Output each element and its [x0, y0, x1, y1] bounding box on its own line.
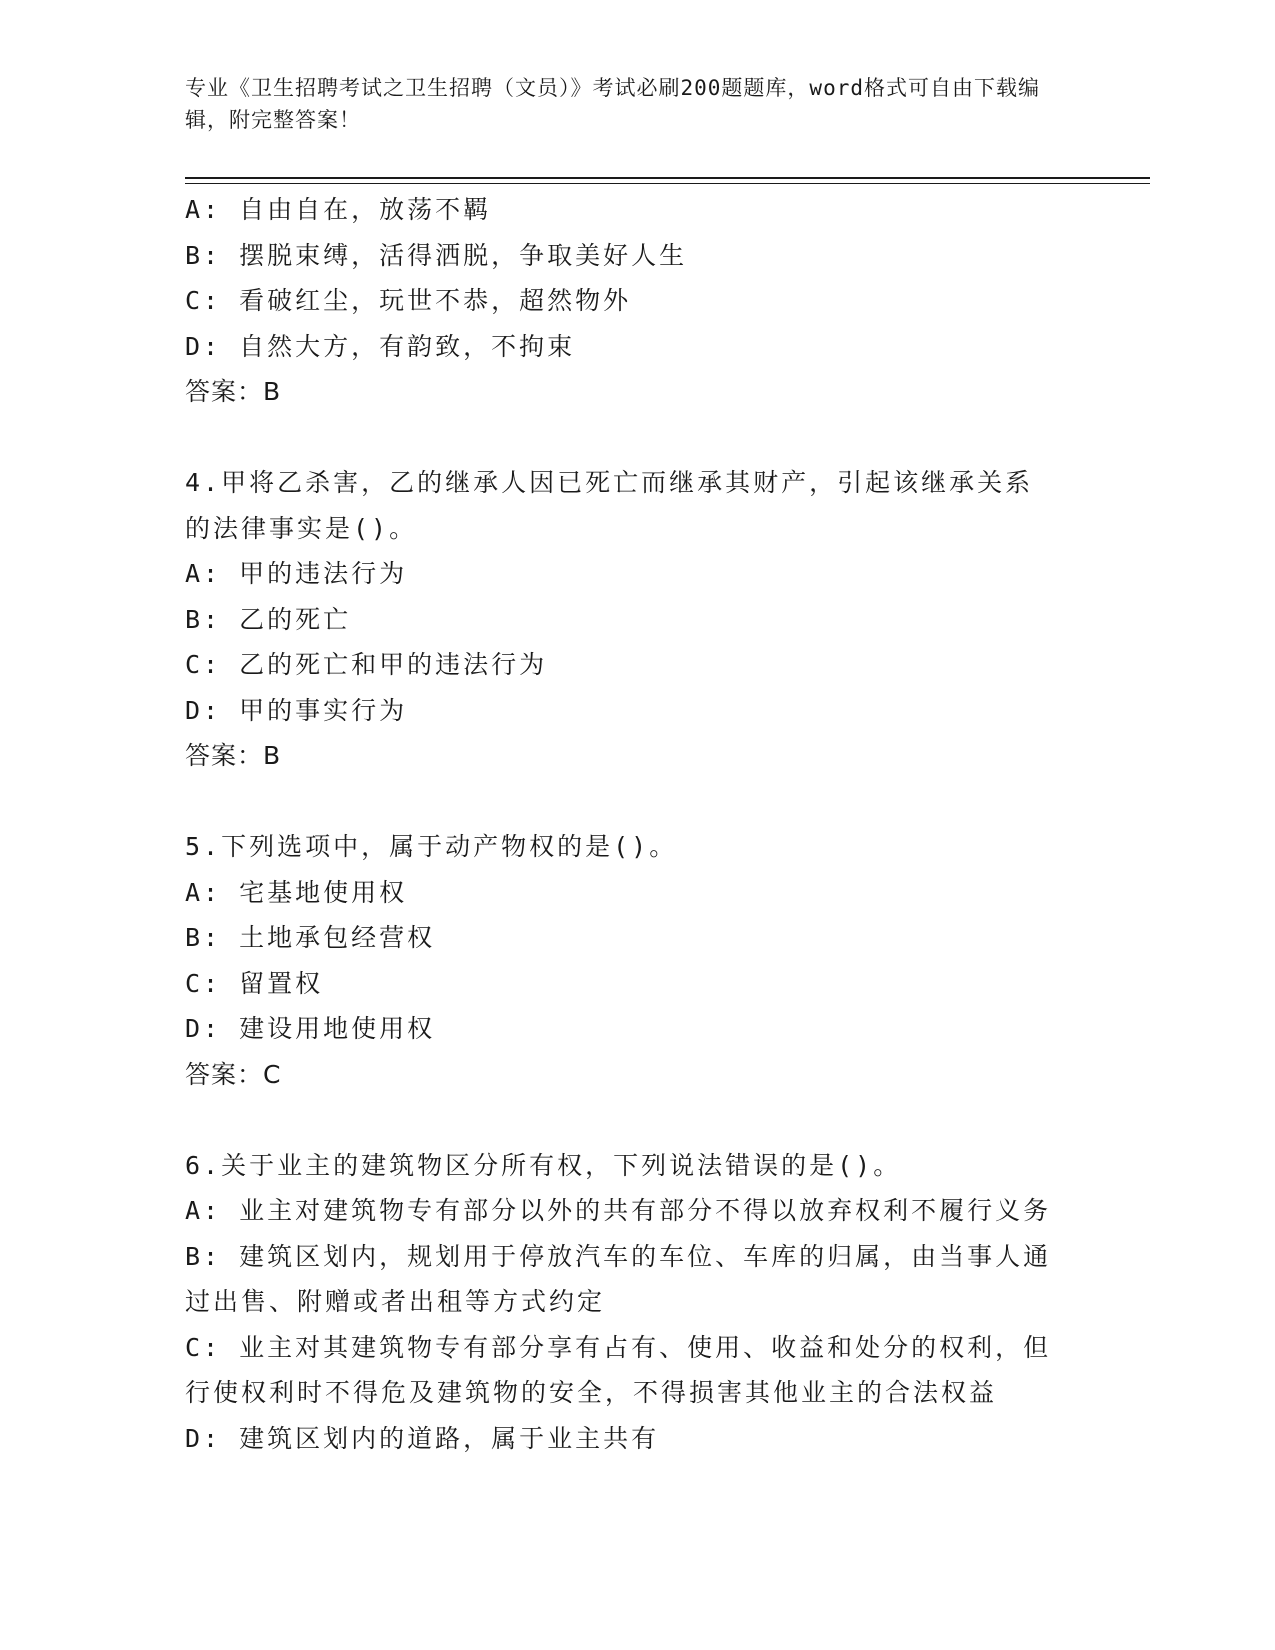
option-c: C: 看破红尘，玩世不恭，超然物外: [185, 286, 632, 315]
question-stem: 5.下列选项中，属于动产物权的是()。: [185, 832, 678, 861]
header-divider-thin: [185, 183, 1150, 184]
option-b: B: 乙的死亡: [185, 604, 352, 634]
option-b-line-2: 过出售、附赠或者出租等方式约定: [185, 1287, 606, 1316]
option-d: D: 甲的事实行为: [185, 695, 408, 725]
question-block-3: [185, 187, 1085, 415]
question-block-4: [185, 460, 1085, 779]
question-content: [185, 187, 1085, 1461]
option-c: C: 乙的死亡和甲的违法行为: [185, 650, 548, 679]
option-a: A: 宅基地使用权: [185, 877, 408, 907]
option-d: D: 建设用地使用权: [185, 1014, 436, 1043]
option-a: A: 甲的违法行为: [185, 559, 408, 588]
option-b-line-1: B: 建筑区划内，规划用于停放汽车的车位、车库的归属，由当事人通: [185, 1241, 1052, 1271]
question-stem: 6.关于业主的建筑物区分所有权，下列说法错误的是()。: [185, 1150, 902, 1180]
option-c: C: 留置权: [185, 968, 324, 998]
option-c-line-1: C: 业主对其建筑物专有部分享有占有、使用、收益和处分的权利，但: [185, 1332, 1052, 1362]
answer-text: 答案：B: [185, 377, 282, 406]
answer-text: 答案：C: [185, 1059, 282, 1089]
option-a: A: 业主对建筑物专有部分以外的共有部分不得以放弃权利不履行义务: [185, 1196, 1052, 1225]
question-block-6: [185, 1143, 1085, 1462]
option-b: B: 土地承包经营权: [185, 923, 436, 952]
question-block-5: [185, 824, 1085, 1097]
option-d: D: 自然大方，有韵致，不拘束: [185, 331, 576, 361]
header-divider-thick: [185, 177, 1150, 179]
option-d: D: 建筑区划内的道路，属于业主共有: [185, 1423, 660, 1453]
answer-text: 答案：B: [185, 741, 282, 770]
question-stem-line-2: 的法律事实是()。: [185, 513, 418, 543]
option-c-line-2: 行使权利时不得危及建筑物的安全，不得损害其他业主的合法权益: [185, 1378, 998, 1407]
option-b: B: 摆脱束缚，活得洒脱，争取美好人生: [185, 240, 688, 270]
document-header: 专业《卫生招聘考试之卫生招聘（文员）》考试必刷200题题库，word格式可自由下载编辑，附完整答案！: [185, 76, 1040, 132]
question-stem-line-1: 4.甲将乙杀害，乙的继承人因已死亡而继承其财产，引起该继承关系: [185, 468, 1034, 497]
option-a: A: 自由自在，放荡不羁: [185, 195, 492, 224]
